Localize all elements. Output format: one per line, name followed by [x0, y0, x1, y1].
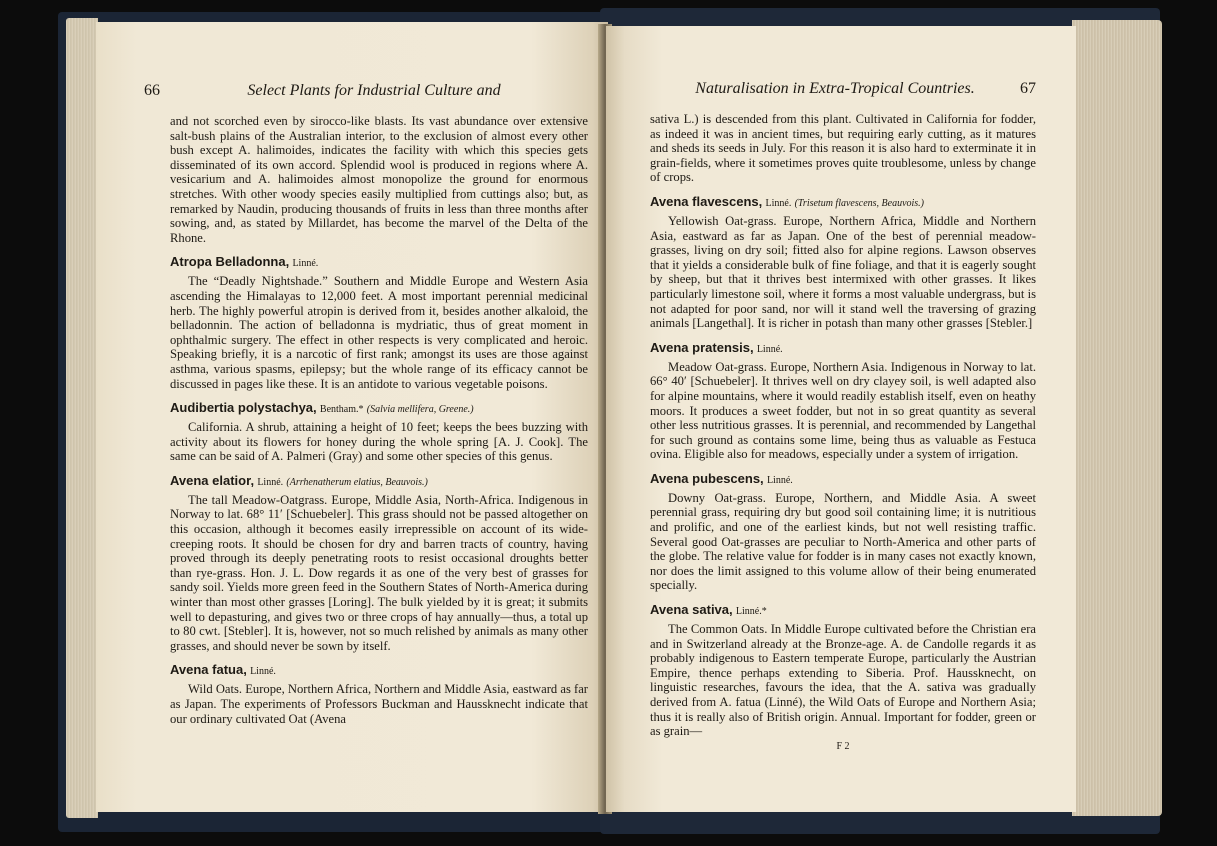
synonym: (Trisetum flavescens, Beauvois.)	[794, 197, 925, 209]
species-name: Avena fatua,	[170, 662, 247, 678]
opening-paragraph: sativa L.) is descended from this plant. Cultivated in California for fodder, as indeed it was in ancient times, but requiring early cutting, as it matures and sheds its seeds in July. For this reason it is also hard to exterminate it in grain-fields, where it sometimes proves quite troublesome, unless by change of crops.	[650, 112, 1036, 185]
species-name: Avena elatior,	[170, 472, 255, 488]
entry-text: California. A shrub, attaining a height of 10 feet; keeps the bees buzzing with activity about its flowers for honey during the whole spring [A. J. Cook]. The same can be said of A. Palmeri (Gray) and some other species of this genus.	[170, 420, 588, 464]
authority: Linné.	[765, 197, 792, 209]
species-name: Atropa Belladonna,	[170, 254, 290, 270]
species-name: Avena flavescens,	[650, 193, 763, 209]
left-page-header	[144, 82, 588, 100]
authority: Linné.	[250, 666, 276, 678]
authority: Linné.	[292, 258, 319, 270]
species-name: Audibertia polystachya,	[170, 400, 317, 416]
page-number: 66	[144, 82, 160, 99]
entry-heading	[170, 473, 588, 491]
entry-text: The tall Meadow-Oatgrass. Europe, Middle Asia, North-Africa. Indigenous in Norway to lat. 68° 11′ [Schuebeler]. This grass should not be passed altogether on this occasion, although it becomes easily irrepressible on account of its wide-creeping roots. It should be chosen for dry and barren tracts of country, having proved through its deeply penetrating roots to resist occasional droughts better than rye-grass. Hon. J. L. Dow regards it as one of the very best of grasses for sandy soil. Yields more green feed in the Southern States of North-America during winter than most other grasses [Loring]. The bulk yielded by it is great; it submits well to depasturing, and gives two or three crops of hay annually—thus, a total up to 80 cwt. [Stebler]. It is, however, not so much relished by animals as many other grasses, and should never be sown by itself.	[170, 492, 588, 653]
entry	[170, 473, 588, 654]
entry-text: Yellowish Oat-grass. Europe, Northern Africa, Middle and Northern Asia, eastward as far as Japan. One of the best of perennial meadow-grasses, living on dry soil; fitted also for alpine regions. Lawson observes that it yields a considerable bulk of fine foliage, and that it is eagerly sought by sheep, but that it thrives best intermixed with other grasses. It likes particularly limestone soil, where it forms a most valuable undergrass, but is not adapted for poor sand, nor will it stand well the traversing of grazing animals [Langethal]. It is richer in potash than many other grasses [Stebler.]	[650, 213, 1036, 331]
entry-heading	[650, 340, 1036, 358]
entry-heading	[650, 602, 1036, 620]
entry-text: Wild Oats. Europe, Northern Africa, Northern and Middle Asia, eastward as far as Japan. The experiments of Professors Buckman and Haussknecht indicate that our ordinary cultivated Oat (Avena	[170, 682, 588, 726]
entry-heading	[170, 254, 588, 272]
opening-paragraph: and not scorched even by sirocco-like blasts. Its vast abundance over extensive salt-bush plains of the Australian interior, to the exclusion of almost every other bush except A. halimoides, indicates the facility with which this species gets disseminated of its own accord. Splendid wool is produced in regions where A. vesicarium and A. halimoides almost monopolize the ground for enormous stretches. With other woody species easily multiplied from cuttings also; but, as remarked by Naudin, producing thousands of fruits in less than three months after sowing, and, as stated by Millardet, has become the marvel of the Delta of the Rhone.	[170, 114, 588, 245]
running-title: Naturalisation in Extra-Tropical Countries.	[695, 80, 975, 97]
running-title: Select Plants for Industrial Culture and	[247, 82, 501, 99]
entry	[170, 662, 588, 726]
entry-heading	[650, 471, 1036, 489]
entry	[170, 400, 588, 464]
page-edges-left	[66, 18, 98, 818]
entry	[170, 254, 588, 391]
left-page	[96, 22, 608, 812]
authority: Linné.	[766, 474, 793, 486]
species-name: Avena pubescens,	[650, 470, 764, 486]
entry	[650, 602, 1036, 739]
entry-text: Meadow Oat-grass. Europe, Northern Asia. Indigenous in Norway to lat. 66° 40′ [Schuebeler]. It thrives well on dry clayey soil, is well adapted also for alpine mountains, where it would readily establish itself, even on heathy moors. It produces a sweet fodder, but not in so great quantity as several other less nutritious grasses. It is perennial, and recommended by Langethal for such ground as contains some lime, being thus as valuable as Festuca ovina. Eligible also for meadows, especially under a system of irrigation.	[650, 359, 1036, 462]
page-edges-right	[1072, 20, 1162, 816]
entry-heading	[170, 662, 588, 680]
entry	[650, 340, 1036, 462]
entry	[650, 471, 1036, 593]
entry-text: The Common Oats. In Middle Europe cultivated before the Christian era and in Switzerland already at the Bronze-age. A. de Candolle regards it as probably indigenous to Eastern temperate Europe, particularly the Austrian Empire, thence perhaps extending to Siberia. Prof. Haussknecht, on linguistic researches, favours the idea, that the A. sativa was gradually derived from A. fatua (Linné), the Wild Oats of Europe and Northern Asia; thus it is really also of British origin. Annual. Important for fodder, green or as grain—	[650, 622, 1036, 739]
authority: Bentham.*	[319, 404, 364, 416]
authority: Linné.	[257, 476, 284, 488]
right-page	[606, 26, 1076, 812]
right-page-header	[650, 80, 1036, 98]
synonym: (Salvia mellifera, Greene.)	[366, 404, 474, 416]
authority: Linné.	[756, 343, 783, 355]
entry-heading	[650, 194, 1036, 212]
entry	[650, 194, 1036, 331]
entry-text: The “Deadly Nightshade.” Southern and Middle Europe and Western Asia ascending the Himalayas to 12,000 feet. A most important perennial medicinal herb. The highly powerful atropin is derived from it, besides another alkaloid, the belladonnin. The action of belladonna is mydriatic, thus of great moment in ophthalmic surgery. The effect in other respects is very complicated and heroic. Speaking briefly, it is a narcotic of first rank; amongst its uses are those against asthma, various spasms, epilepsy; but the whole range of its efficacy cannot be discussed in pages like these. It is an antidote to various vegetable poisons.	[170, 274, 588, 391]
synonym: (Arrhenatherum elatius, Beauvois.)	[286, 476, 428, 488]
page-number: 67	[1020, 80, 1036, 97]
species-name: Avena sativa,	[650, 602, 733, 618]
entry-text: Downy Oat-grass. Europe, Northern, and Middle Asia. A sweet perennial grass, requiring dry but good soil containing lime; it is nutritious and prolific, and one of the earliest kinds, but not well resisting traffic. Several good Oat-grasses are peculiar to North-America and other parts of the globe. The relative value for fodder is in many cases not exactly known, nor does the limit assigned to this volume allow of their being enumerated specially.	[650, 490, 1036, 593]
species-name: Avena pratensis,	[650, 339, 754, 355]
authority: Linné.*	[735, 606, 767, 618]
entry-heading	[170, 400, 588, 418]
signature-mark: F 2	[836, 740, 850, 752]
